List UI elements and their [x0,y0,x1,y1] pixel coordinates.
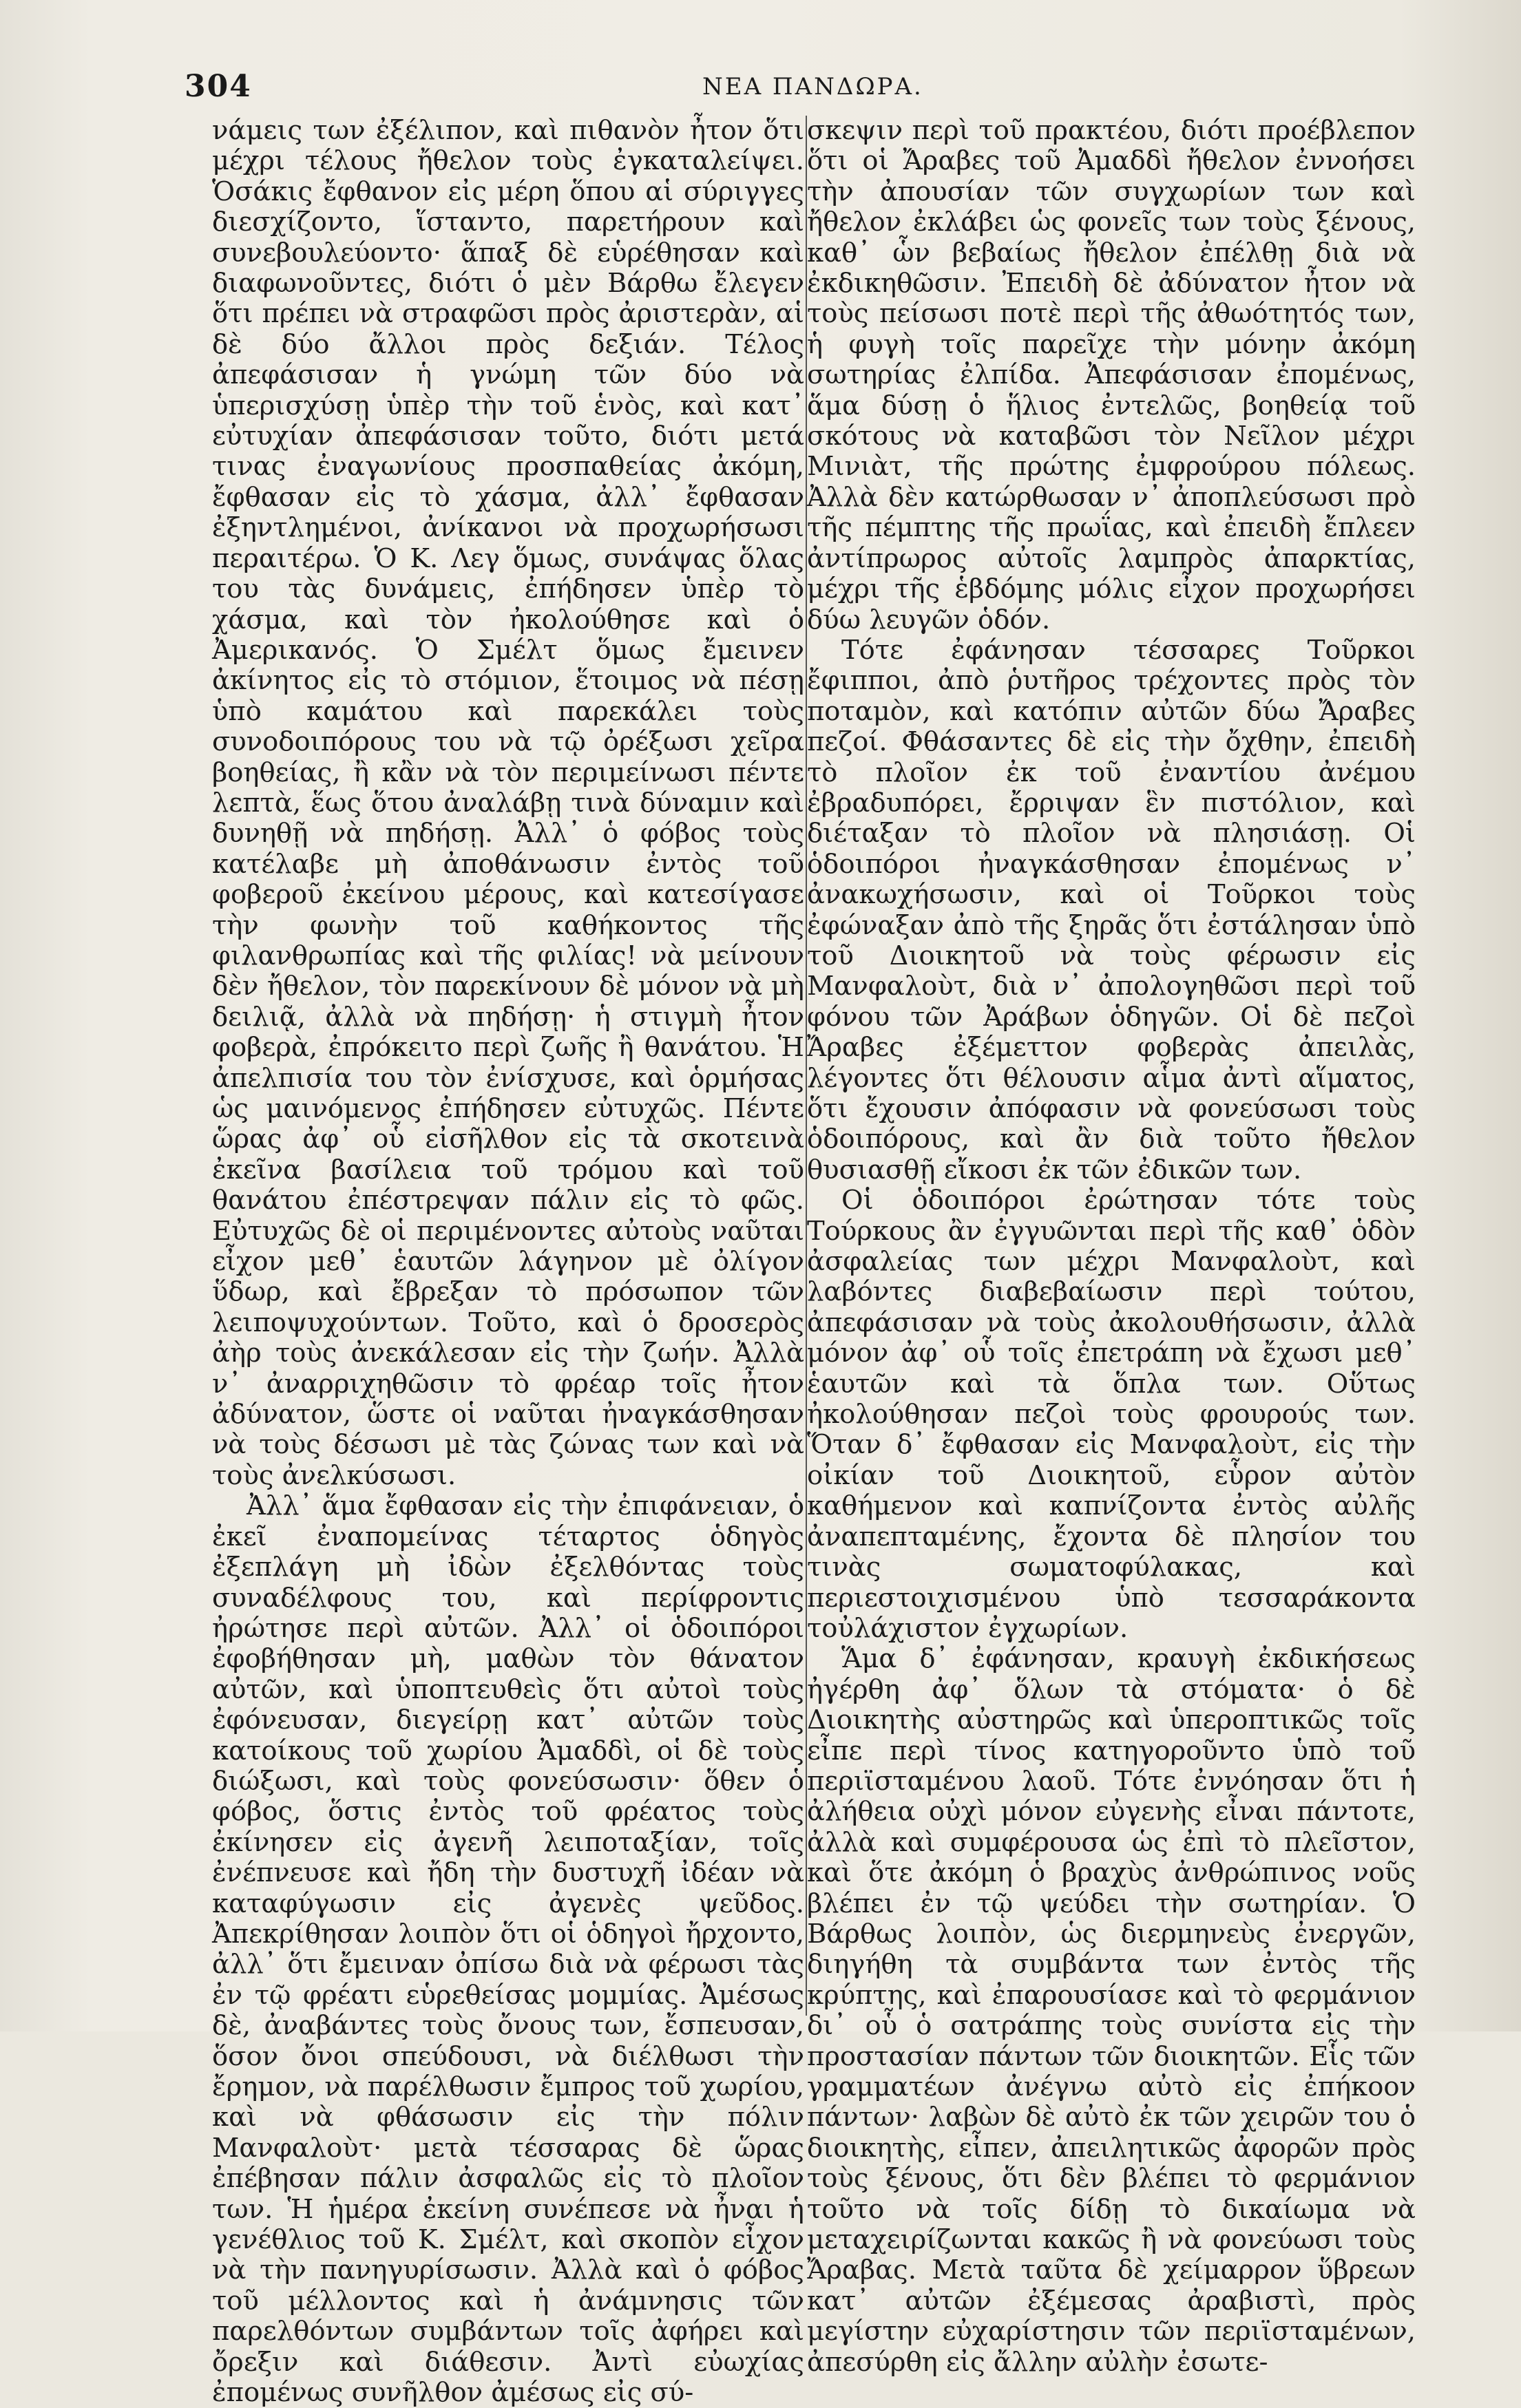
paragraph: Τότε ἐφάνησαν τέσσαρες Τοῦρκοι ἔφιπποι, ἀπὸ ῥυτῆρος τρέχοντες πρὸς τὸν ποταμὸν, καὶ κατόπιν αὐτῶν δύω Ἄραβες πεζοί. Φθάσαντες δὲ εἰς τὴν ὄχθην, ἐπειδὴ τὸ πλοῖον ἐκ τοῦ ἐναντίου ἀνέμου ἐβραδυπόρει, ἔρριψαν ἓν πιστόλιον, καὶ διέταξαν τὸ πλοῖον νὰ πλησιάσῃ. Οἱ ὁδοιπόροι ἠναγκάσθησαν ἐπομένως ν᾽ ἀνακωχήσωσιν, καὶ οἱ Τοῦρκοι τοὺς ἐφώναξαν ἀπὸ τῆς ξηρᾶς ὅτι ἐστάλησαν ὑπὸ τοῦ Διοικητοῦ νὰ τοὺς φέρωσιν εἰς Μανφαλοὺτ, διὰ ν᾽ ἀπολογηθῶσι περὶ τοῦ φόνου τῶν Ἀράβων ὁδηγῶν. Οἱ δὲ πεζοὶ Ἄραβες ἐξέμεττον φοβερὰς ἀπειλὰς, λέγοντες ὅτι θέλουσιν αἷμα ἀντὶ αἵματος, ὅτι ἔχουσιν ἀπόφασιν νὰ φονεύσωσι τοὺς ὁδοιπόρους, καὶ ἂν διὰ τοῦτο ἤθελον θυσιασθῇ εἴκοσι ἐκ τῶν ἐδικῶν των. [807,634,1416,1185]
right-column [807,116,1416,2378]
paragraph: Οἱ ὁδοιπόροι ἐρώτησαν τότε τοὺς Τούρκους ἂν ἐγγυῶνται περὶ τῆς καθ᾽ ὁδὸν ἀσφαλείας των μέχρι Μανφαλοὺτ, καὶ λαβόντες διαβεβαίωσιν περὶ τούτου, ἀπεφάσισαν νὰ τοὺς ἀκολουθήσωσιν, ἀλλὰ μόνον ἀφ᾽ οὗ τοῖς ἐπετράπη νὰ ἔχωσι μεθ᾽ ἑαυτῶν καὶ τὰ ὅπλα των. Οὕτως ἠκολούθησαν πεζοὶ τοὺς φρουρούς των. Ὅταν δ᾽ ἔφθασαν εἰς Μανφαλοὺτ, εἰς τὴν οἰκίαν τοῦ Διοικητοῦ, εὗρον αὐτὸν καθήμενον καὶ καπνίζοντα ἐντὸς αὐλῆς ἀναπεπταμένης, ἔχοντα δὲ πλησίον του τινὰς σωματοφύλακας, καὶ περιεστοιχισμένου ὑπὸ τεσσαράκοντα τοὐλάχιστον ἐγχωρίων. [807,1185,1416,1644]
running-head [0,69,1521,110]
page-number: 304 [185,69,252,104]
paragraph: Ἀλλ᾽ ἅμα ἔφθασαν εἰς τὴν ἐπιφάνειαν, ὁ ἐκεῖ ἐναπομείνας τέταρτος ὁδηγὸς ἐξεπλάγη μὴ ἰδὼν ἐξελθόντας τοὺς συναδέλφους του, καὶ περίφροντις ἠρώτησε περὶ αὐτῶν. Ἀλλ᾽ οἱ ὁδοιπόροι ἐφοβήθησαν μὴ, μαθὼν τὸν θάνατον αὐτῶν, καὶ ὑποπτευθεὶς ὅτι αὐτοὶ τοὺς ἐφόνευσαν, διεγείρῃ κατ᾽ αὐτῶν τοὺς κατοίκους τοῦ χωρίου Ἀμαδδὶ, οἱ δὲ τοὺς διώξωσι, καὶ τοὺς φονεύσωσιν· ὅθεν ὁ φόβος, ὅστις ἐντὸς τοῦ φρέατος τοὺς ἐκίνησεν εἰς ἀγενῆ λειποταξίαν, τοῖς ἐνέπνευσε καὶ ἤδη τὴν δυστυχῆ ἰδέαν νὰ καταφύγωσιν εἰς ἀγενὲς ψεῦδος. Ἀπεκρίθησαν λοιπὸν ὅτι οἱ ὁδηγοὶ ἤρχοντο, ἀλλ᾽ ὅτι ἔμειναν ὀπίσω διὰ νὰ φέρωσι τὰς ἐν τῷ φρέατι εὑρεθείσας μομμίας. Ἀμέσως δὲ, ἀναβάντες τοὺς ὄνους των, ἔσπευσαν, ὅσον ὄνοι σπεύδουσι, νὰ διέλθωσι τὴν ἔρημον, νὰ παρέλθωσιν ἔμπρος τοῦ χωρίου, καὶ νὰ φθάσωσιν εἰς τὴν πόλιν Μανφαλοὺτ· μετὰ τέσσαρας δὲ ὥρας ἐπέβησαν πάλιν ἀσφαλῶς εἰς τὸ πλοῖον των. Ἡ ἡμέρα ἐκείνη συνέπεσε νὰ ἦναι ἡ γενέθλιος τοῦ Κ. Σμέλτ, καὶ σκοπὸν εἶχον νὰ τὴν πανηγυρίσωσιν. Ἀλλὰ καὶ ὁ φόβος τοῦ μέλλοντος καὶ ἡ ἀνάμνησις τῶν παρελθόντων συμβάντων τοῖς ἀφήρει καὶ ὄρεξιν καὶ διάθεσιν. Ἀντὶ εὐωχίας ἐπομένως συνῆλθον ἀμέσως εἰς σύ- [212,1490,804,2408]
paragraph: νάμεις των ἐξέλιπον, καὶ πιθανὸν ἦτον ὅτι μέχρι τέλους ἤθελον τοὺς ἐγκαταλείψει. Ὁσάκις ἔφθανον εἰς μέρη ὅπου αἱ σύριγγες διεσχίζοντο, ἵσταντο, παρετήρουν καὶ συνεβουλεύοντο· ἅπαξ δὲ εὑρέθησαν καὶ διαφωνοῦντες, διότι ὁ μὲν Βάρθω ἔλεγεν ὅτι πρέπει νὰ στραφῶσι πρὸς ἀριστερὰν, αἱ δὲ δύο ἄλλοι πρὸς δεξιάν. Τέλος ἀπεφάσισαν ἡ γνώμη τῶν δύο νὰ ὑπερισχύσῃ ὑπὲρ τὴν τοῦ ἑνὸς, καὶ κατ᾽ εὐτυχίαν ἀπεφάσισαν τοῦτο, διότι μετά τινας ἐναγωνίους προσπαθείας ἀκόμη, ἔφθασαν εἰς τὸ χάσμα, ἀλλ᾽ ἔφθασαν ἐξηντλημένοι, ἀνίκανοι νὰ προχωρήσωσι περαιτέρω. Ὁ Κ. Λεγ ὅμως, συνάψας ὅλας του τὰς δυνάμεις, ἐπήδησεν ὑπὲρ τὸ χάσμα, καὶ τὸν ἠκολούθησε καὶ ὁ Ἀμερικανός. Ὁ Σμέλτ ὅμως ἔμεινεν ἀκίνητος εἰς τὸ στόμιον, ἕτοιμος νὰ πέσῃ ὑπὸ καμάτου καὶ παρεκάλει τοὺς συνοδοιπόρους του νὰ τῷ ὀρέξωσι χεῖρα βοηθείας, ἢ κἂν νὰ τὸν περιμείνωσι πέντε λεπτὰ, ἕως ὅτου ἀναλάβῃ τινὰ δύναμιν καὶ δυνηθῇ νὰ πηδήσῃ. Ἀλλ᾽ ὁ φόβος τοὺς κατέλαβε μὴ ἀποθάνωσιν ἐντὸς τοῦ φοβεροῦ ἐκείνου μέρους, καὶ κατεσίγασε τὴν φωνὴν τοῦ καθήκοντος τῆς φιλανθρωπίας καὶ τῆς φιλίας! νὰ μείνουν δὲν ἤθελον, τὸν παρεκίνουν δὲ μόνον νὰ μὴ δειλιᾷ, ἀλλὰ νὰ πηδήσῃ· ἡ στιγμὴ ἦτον φοβερὰ, ἐπρόκειτο περὶ ζωῆς ἢ θανάτου. Ἡ ἀπελπισία του τὸν ἐνίσχυσε, καὶ ὁρμήσας ὡς μαινόμενος ἐπήδησεν εὐτυχῶς. Πέντε ὥρας ἀφ᾽ οὗ εἰσῆλθον εἰς τὰ σκοτεινὰ ἐκεῖνα βασίλεια τοῦ τρόμου καὶ τοῦ θανάτου ἐπέστρεψαν πάλιν εἰς τὸ φῶς. Εὐτυχῶς δὲ οἱ περιμένοντες αὐτοὺς ναῦται εἶχον μεθ᾽ ἑαυτῶν λάγηνον μὲ ὀλίγον ὕδωρ, καὶ ἔβρεξαν τὸ πρόσωπον τῶν λειποψυχούντων. Τοῦτο, καὶ ὁ δροσερὸς ἀὴρ τοὺς ἀνεκάλεσαν εἰς τὴν ζωήν. Ἀλλὰ ν᾽ ἀναρριχηθῶσιν τὸ φρέαρ τοῖς ἦτον ἀδύνατον, ὥστε οἱ ναῦται ἠναγκάσθησαν νὰ τοὺς δέσωσι μὲ τὰς ζώνας των καὶ νὰ τοὺς ἀνελκύσωσι. [212,115,804,1491]
left-column [212,116,804,2408]
paragraph: Ἅμα δ᾽ ἐφάνησαν, κραυγὴ ἐκδικήσεως ἠγέρθη ἀφ᾽ ὅλων τὰ στόματα· ὁ δὲ Διοικητὴς αὐστηρῶς καὶ ὑπεροπτικῶς τοῖς εἶπε περὶ τίνος κατηγοροῦντο ὑπὸ τοῦ περιϊσταμένου λαοῦ. Τότε ἐννόησαν ὅτι ἡ ἀλήθεια οὐχὶ μόνον εὐγενὴς εἶναι πάντοτε, ἀλλὰ καὶ συμφέρουσα ὡς ἐπὶ τὸ πλεῖστον, καὶ ὅτε ἀκόμη ὁ βραχὺς ἀνθρώπινος νοῦς βλέπει ἐν τῷ ψεύδει τὴν σωτηρίαν. Ὁ Βάρθως λοιπὸν, ὡς διερμηνεὺς ἐνεργῶν, διηγήθη τὰ συμβάντα των ἐντὸς τῆς κρύπτης, καὶ ἐπαρουσίασε καὶ τὸ φερμάνιον δι᾽ οὗ ὁ σατράπης τοὺς συνίστα εἰς τὴν προστασίαν πάντων τῶν διοικητῶν. Εἷς τῶν γραμματέων ἀνέγνω αὐτὸ εἰς ἐπήκοον πάντων· λαβὼν δὲ αὐτὸ ἐκ τῶν χειρῶν του ὁ διοικητὴς, εἶπεν, ἀπειλητικῶς ἀφορῶν πρὸς τοὺς ξένους, ὅτι δὲν βλέπει τὸ φερμάνιον τοῦτο νὰ τοῖς δίδῃ τὸ δικαίωμα νὰ μεταχειρίζωνται κακῶς ἢ νὰ φονεύωσι τοὺς Ἄραβας. Μετὰ ταῦτα δὲ χείμαρρον ὕβρεων κατ᾽ αὐτῶν ἐξέμεσας ἀραβιστὶ, πρὸς μεγίστην εὐχαρίστησιν τῶν περιϊσταμένων, ἀπεσύρθη εἰς ἄλλην αὐλὴν ἐσωτε- [807,1643,1416,2378]
paragraph: σκεψιν περὶ τοῦ πρακτέου, διότι προέβλεπον ὅτι οἱ Ἄραβες τοῦ Ἀμαδδὶ ἤθελον ἐννοήσει τὴν ἀπουσίαν τῶν συγχωρίων των καὶ ἤθελον ἐκλάβει ὡς φονεῖς των τοὺς ξένους, καθ᾽ ὧν βεβαίως ἤθελον ἐπέλθῃ διὰ νὰ ἐκδικηθῶσιν. Ἐπειδὴ δὲ ἀδύνατον ἦτον νὰ τοὺς πείσωσι ποτὲ περὶ τῆς ἀθωότητός των, ἡ φυγὴ τοῖς παρεῖχε τὴν μόνην ἀκόμη σωτηρίας ἐλπίδα. Ἀπεφάσισαν ἐπομένως, ἅμα δύσῃ ὁ ἥλιος ἐντελῶς, βοηθείᾳ τοῦ σκότους νὰ καταβῶσι τὸν Νεῖλον μέχρι Μινιὰτ, τῆς πρώτης ἐμφρούρου πόλεως. Ἀλλὰ δὲν κατώρθωσαν ν᾽ ἀποπλεύσωσι πρὸ τῆς πέμπτης τῆς πρωΐας, καὶ ἐπειδὴ ἔπλεεν ἀντίπρωρος αὐτοῖς λαμπρὸς ἀπαρκτίας, μέχρι τῆς ἑβδόμης μόλις εἶχον προχωρήσει δύω λευγῶν ὁδόν. [807,115,1416,635]
journal-title: ΝΕΑ ΠΑΝΔΩΡΑ. [702,73,923,101]
